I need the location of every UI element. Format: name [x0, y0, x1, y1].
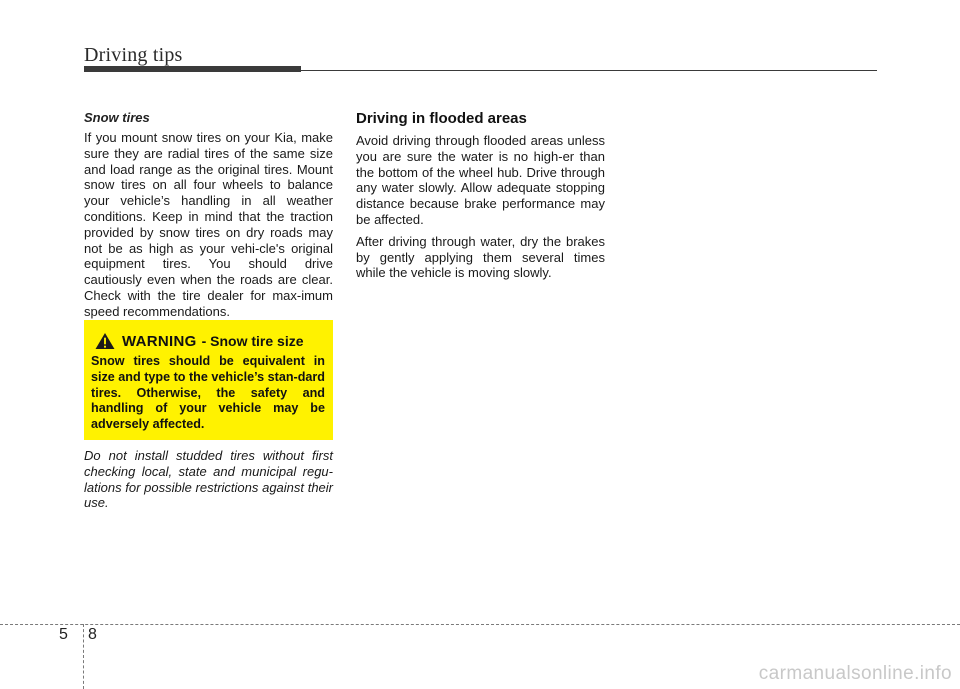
warning-title: WARNING — [122, 332, 197, 350]
flooded-areas-paragraph-2: After driving through water, dry the brakes by gently applying them several times while the vehicle is moving slowly. — [356, 233, 605, 281]
section-title: Driving tips — [84, 44, 183, 66]
warning-box — [84, 320, 333, 440]
snow-tires-subhead: Snow tires — [84, 110, 150, 125]
warning-header — [91, 332, 325, 350]
chapter-number: 5 — [59, 626, 68, 643]
left-column — [84, 110, 333, 326]
page-number: 8 — [88, 626, 97, 643]
header-rule-thin — [301, 70, 877, 71]
warning-triangle-icon — [94, 332, 116, 350]
header-rule-thick — [84, 66, 301, 72]
footer-dashed-line — [0, 624, 960, 625]
studded-tires-note: Do not install studded tires without first checking local, state and municipal regu-lations for possible restrictions against their use. — [84, 448, 333, 511]
flooded-areas-heading: Driving in flooded areas — [356, 110, 527, 127]
footer-dashed-divider — [83, 624, 84, 689]
watermark: carmanualsonline.info — [758, 663, 952, 684]
right-column — [356, 110, 605, 287]
warning-subtitle: - Snow tire size — [201, 333, 304, 349]
flooded-areas-paragraph-1: Avoid driving through flooded areas unless you are sure the water is no high-er than the bottom of the wheel hub. Drive through any water slowly. Allow adequate stopping distance because brake performance may be affected. — [356, 133, 605, 227]
snow-tires-paragraph: If you mount snow tires on your Kia, make sure they are radial tires of the same size and load range as the original tires. Mount snow tires on all four wheels to balance your vehicle’s handling in all weather conditions. Keep in mind that the traction provided by snow tires on dry roads may not be as high as your vehi-cle's original equipment tires. You should drive cautiously even when the roads are clear. Check with the tire dealer for max-imum speed recommendations. — [84, 130, 333, 319]
warning-text: Snow tires should be equivalent in size and type to the vehicle’s stan-dard tires. Otherwise, the safety and handling of your vehicle may be adversely affected. — [91, 354, 325, 432]
